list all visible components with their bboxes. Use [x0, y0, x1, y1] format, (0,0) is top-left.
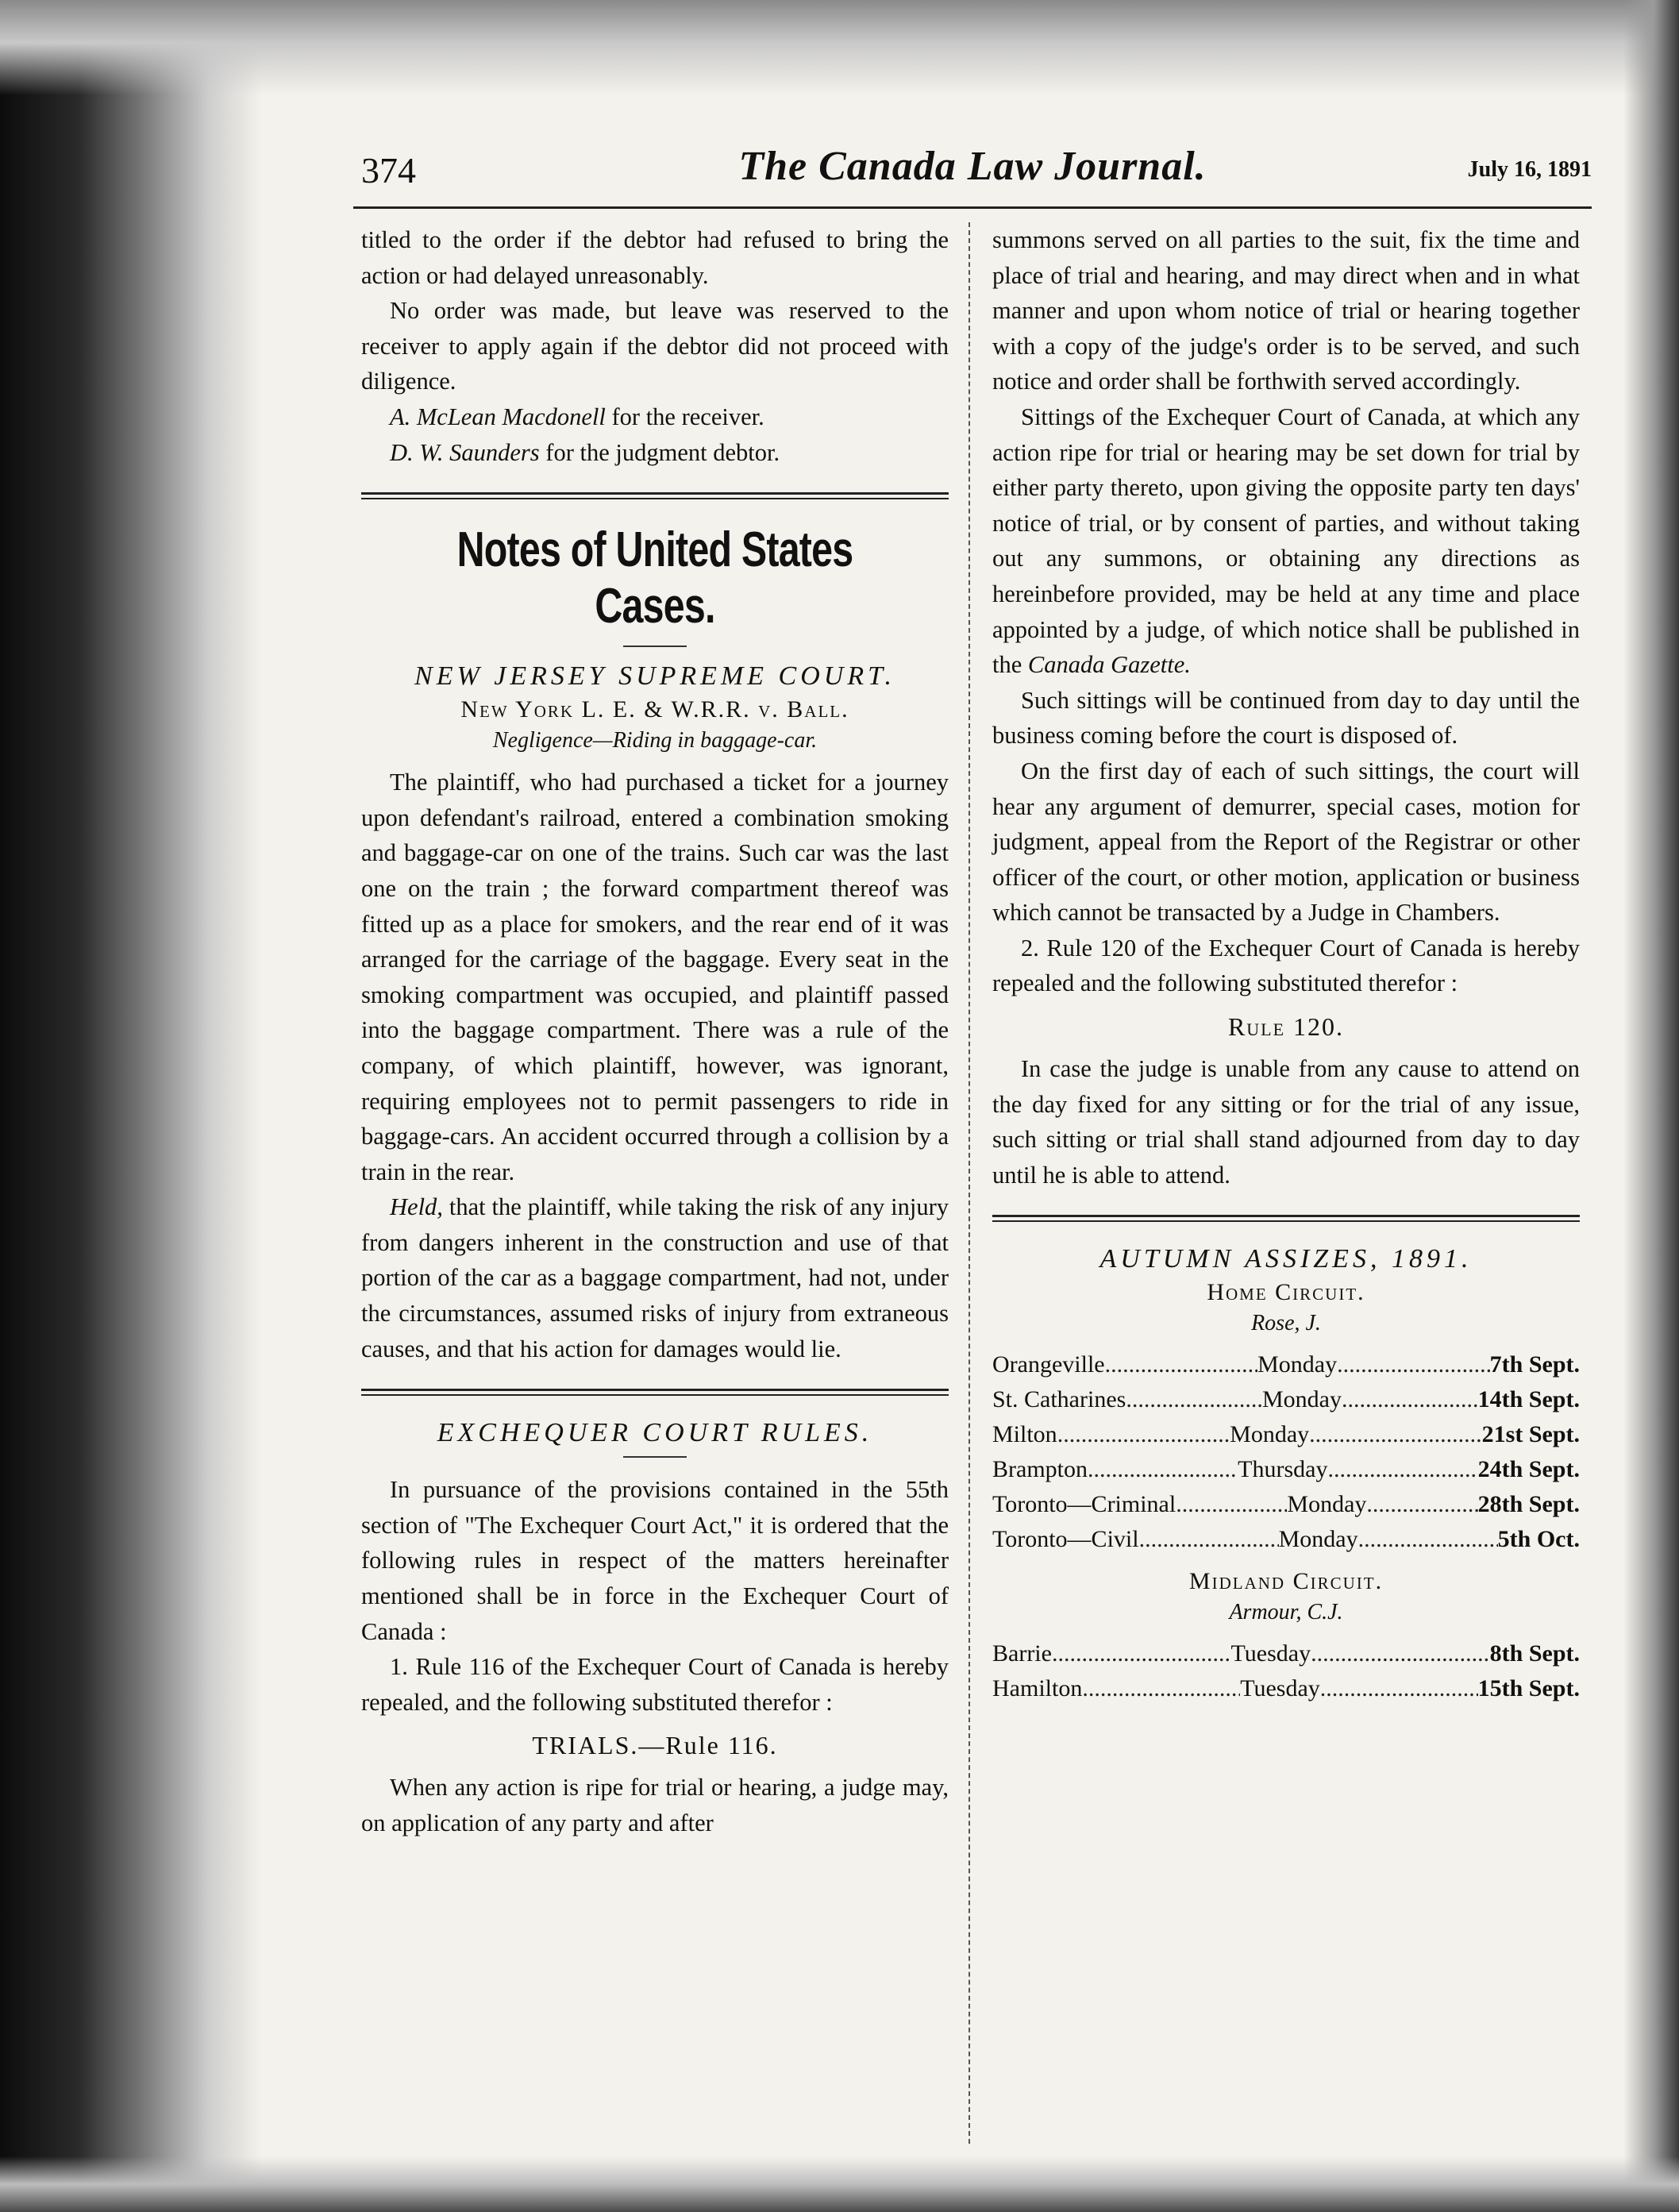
- counsel-2-name: D. W. Saunders: [390, 438, 540, 466]
- schedule-row: [992, 1671, 1580, 1706]
- schedule-day: Monday: [1278, 1526, 1358, 1553]
- rule-2: 2. Rule 120 of the Exchequer Court of Canada is hereby repealed and the following substituted therefor :: [992, 934, 1580, 997]
- schedule-place: Toronto—Civil: [992, 1526, 1139, 1553]
- schedule-date: 14th Sept.: [1477, 1386, 1580, 1413]
- issue-date: July 16, 1891: [1467, 157, 1592, 182]
- schedule-day: Monday: [1261, 1386, 1342, 1413]
- journal-page: [353, 143, 1592, 2175]
- schedule-row: [992, 1452, 1580, 1487]
- page-header: [353, 143, 1592, 209]
- sittings-paragraph: [992, 399, 1580, 683]
- case-holding: [361, 1189, 949, 1366]
- rules-rule: [361, 1389, 949, 1396]
- assizes-heading: AUTUMN ASSIZES, 1891.: [1099, 1244, 1473, 1274]
- journal-title: The Canada Law Journal.: [738, 144, 1207, 189]
- home-circuit-schedule: [992, 1347, 1580, 1557]
- rule-120-text: In case the judge is unable from any cause to attend on the day fixed for any sitting or for the trial of any issue, such sitting or trial shall stand adjourned from day to day until he is able to attend.: [992, 1055, 1580, 1189]
- case-name: New York L. E. & W.R.R. v. Ball.: [460, 696, 849, 723]
- midland-circuit-judge: Armour, C.J.: [1229, 1600, 1343, 1625]
- schedule-row: [992, 1636, 1580, 1671]
- counsel-line-1: [361, 399, 949, 435]
- schedule-place: Hamilton: [992, 1675, 1083, 1702]
- counsel-2-role: for the judgment debtor.: [539, 438, 780, 466]
- short-rule-2: [623, 1456, 687, 1458]
- schedule-day: Monday: [1230, 1421, 1310, 1448]
- midland-circuit-schedule: [992, 1636, 1580, 1706]
- trials-text: When any action is ripe for trial or hearing, a judge may, on application of any party and after: [361, 1774, 949, 1836]
- home-circuit-heading: Home Circuit.: [1207, 1279, 1365, 1306]
- page-number: 374: [361, 150, 416, 191]
- schedule-date: 8th Sept.: [1489, 1640, 1580, 1667]
- schedule-row: [992, 1487, 1580, 1522]
- continued-sittings: Such sittings will be continued from day to day until the business coming before the court is disposed of.: [992, 686, 1580, 750]
- held-text: that the plaintiff, while taking the risk of any injury from dangers inherent in the construction and use of that portion of the car as a baggage compartment, had not, under the circumstances, assumed risks of injury from extraneous causes, and that his action for damages would lie.: [361, 1193, 949, 1362]
- rule-120-heading: Rule 120.: [1227, 1012, 1345, 1042]
- schedule-day: Thursday: [1238, 1456, 1328, 1483]
- counsel-1-role: for the receiver.: [605, 403, 764, 430]
- short-rule: [623, 645, 687, 647]
- schedule-date: 7th Sept.: [1489, 1351, 1580, 1378]
- counsel-1-name: A. McLean Macdonell: [390, 403, 606, 430]
- section-title: Notes of United States Cases.: [456, 522, 853, 634]
- schedule-place: St. Catharines: [992, 1386, 1126, 1413]
- first-day-paragraph: On the first day of each of such sittings, the court will hear any argument of demurrer, special cases, motion for judgment, appeal from the Report of the Registrar or other officer of the court, or other motion, application or business which cannot be transacted by a Judge in Chambers.: [992, 757, 1580, 927]
- schedule-date: 5th Oct.: [1497, 1526, 1580, 1553]
- rule-1: 1. Rule 116 of the Exchequer Court of Canada is hereby repealed, and the following substituted therefor :: [361, 1653, 949, 1716]
- schedule-place: Barrie: [992, 1640, 1052, 1667]
- schedule-row: [992, 1347, 1580, 1382]
- left-column: [361, 222, 949, 1841]
- schedule-row: [992, 1522, 1580, 1557]
- held-word: Held,: [390, 1193, 443, 1221]
- schedule-place: Milton: [992, 1421, 1057, 1448]
- trials-heading: TRIALS.—Rule 116.: [532, 1731, 778, 1760]
- schedule-date: 28th Sept.: [1477, 1491, 1580, 1518]
- scan-right-shadow: [1623, 0, 1679, 2212]
- sittings-text: Sittings of the Exchequer Court of Canada, at which any action ripe for trial or hearing may be set down for trial by either party thereto, upon giving the opposite party ten days' notice of trial, or by consent of parties, and without taking out any summons, or obtaining any directions as hereinbefore provided, may be held at any time and place appointed by a judge, of which notice shall be published in the: [992, 403, 1580, 679]
- scan-top-shadow: [0, 0, 1679, 95]
- right-column: [992, 222, 1580, 1706]
- intro-paragraph-2: No order was made, but leave was reserved to the receiver to apply again if the debtor did not proceed with diligence.: [361, 297, 949, 395]
- home-circuit-judge: Rose, J.: [1251, 1311, 1321, 1336]
- schedule-day: Monday: [1257, 1351, 1338, 1378]
- schedule-day: Tuesday: [1240, 1675, 1320, 1702]
- schedule-row: [992, 1382, 1580, 1417]
- schedule-day: Monday: [1287, 1491, 1367, 1518]
- schedule-place: Brampton: [992, 1456, 1088, 1483]
- schedule-day: Tuesday: [1230, 1640, 1311, 1667]
- schedule-place: Toronto—Criminal: [992, 1491, 1176, 1518]
- schedule-date: 15th Sept.: [1477, 1675, 1580, 1702]
- counsel-line-2: [361, 435, 949, 471]
- scan-binding-shadow: [0, 0, 262, 2212]
- case-subject: Negligence—Riding in baggage-car.: [492, 728, 818, 753]
- rules-heading: EXCHEQUER COURT RULES.: [437, 1418, 873, 1448]
- court-heading: NEW JERSEY SUPREME COURT.: [414, 661, 895, 692]
- schedule-row: [992, 1417, 1580, 1452]
- schedule-date: 21st Sept.: [1481, 1421, 1580, 1448]
- gazette-title: Canada Gazette.: [1027, 651, 1191, 679]
- assizes-rule: [992, 1215, 1580, 1222]
- two-column-body: [353, 222, 1592, 2160]
- intro-paragraph-1: titled to the order if the debtor had refused to bring the action or had delayed unreasonably.: [361, 226, 949, 289]
- case-facts: The plaintiff, who had purchased a ticket for a journey upon defendant's railroad, entered a combination smoking and baggage-car on one of the trains. Such car was the last one on the train ; the forward compartment thereof was fitted up as a place for smokers, and the rear end of it was arranged for the carriage of the baggage. Every seat in the smoking compartment was occupied, and plaintiff passed into the baggage compartment. There was a rule of the company, of which plaintiff, however, was ignorant, requiring employees not to permit passengers to ride in baggage-cars. An accident occurred through a collision by a train in the rear.: [361, 769, 949, 1185]
- midland-circuit-heading: Midland Circuit.: [1188, 1568, 1384, 1595]
- continued-paragraph: summons served on all parties to the suit, fix the time and place of trial and hearing, and may direct when and in what manner and upon whom notice of trial or hearing together with a copy of the judge's order is to be served, and such notice and order shall be forthwith served accordingly.: [992, 226, 1580, 395]
- section-rule: [361, 492, 949, 499]
- column-divider: [969, 222, 970, 2144]
- rules-intro: In pursuance of the provisions contained in the 55th section of "The Exchequer Court Act," it is ordered that the following rules in respect of the matters hereinafter mentioned shall be in force in the Exchequer Court of Canada :: [361, 1476, 949, 1645]
- schedule-date: 24th Sept.: [1477, 1456, 1580, 1483]
- schedule-place: Orangeville: [992, 1351, 1105, 1378]
